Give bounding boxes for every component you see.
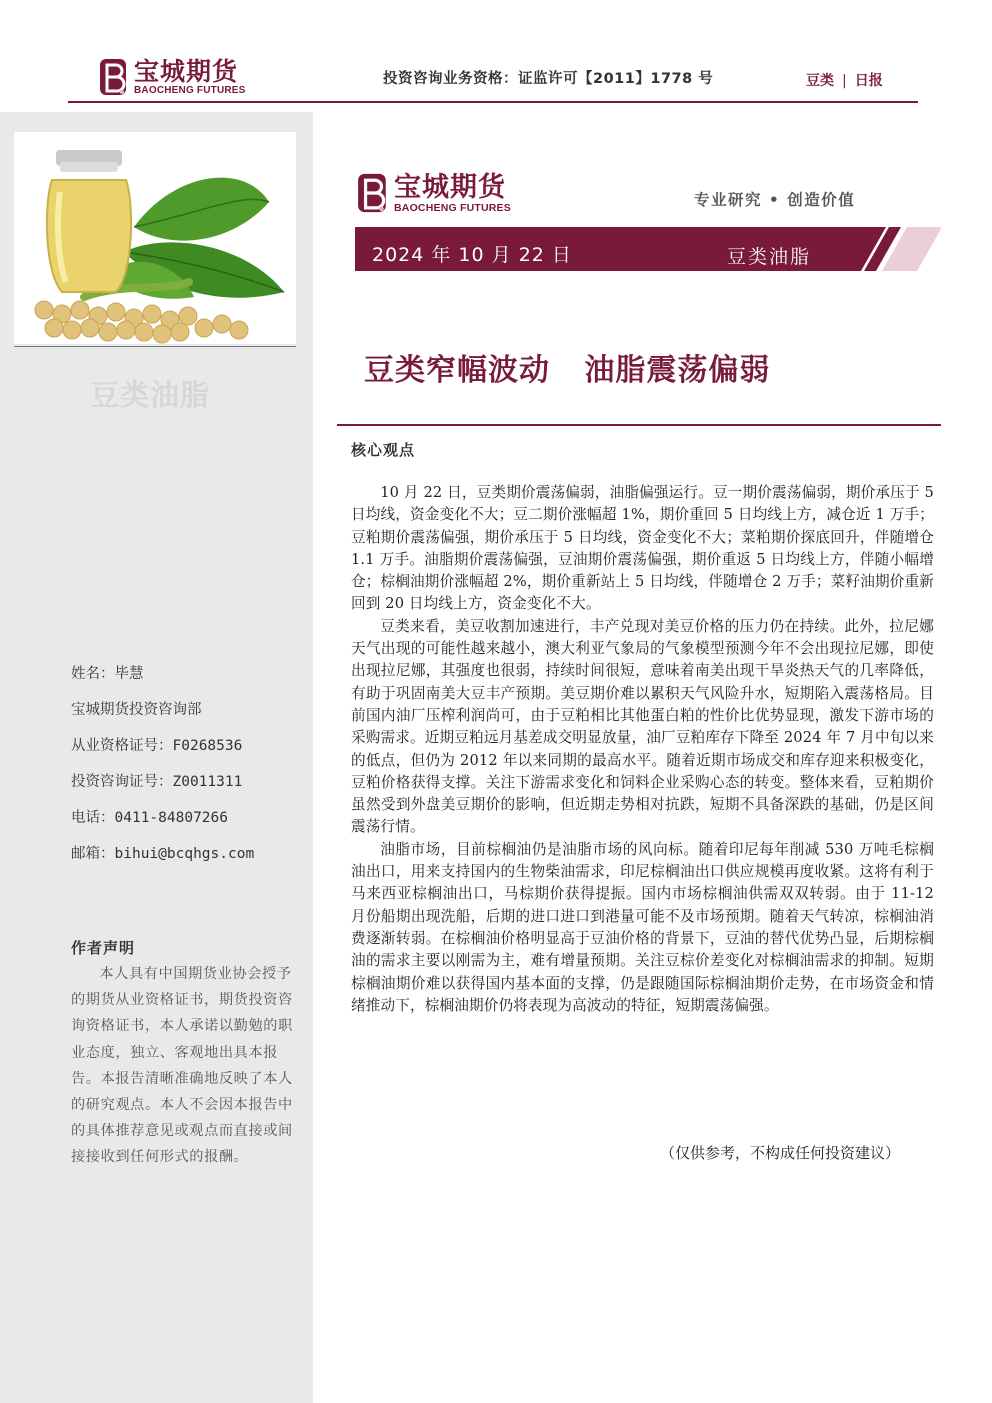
bcqh-logo-icon	[98, 56, 130, 98]
paragraph-oils: 油脂市场，目前棕榈油仍是油脂市场的风向标。随着印尼每年削减 530 万吨毛棕榈油出口，用来支持国内的生物柴油需求，印尼棕榈油出口供应规模再度收紧。这将有利于马来西亚棕榈油出口，马棕期价获得提振。国内市场棕榈油供需双双转弱。由于 11-12 月份船期出现洗船，后期的进口进口到港量可能不及市场预期。随着天气转凉，棕榈油消费逐渐转弱。在棕榈油价格明显高于豆油价格的背景下，豆油的替代优势凸显，后期棕榈油的需求主要以刚需为主，难有增量预期。关注豆棕价差变化对棕榈油需求的抑制。短期棕榈油期价难以获得国内基本面的支撑，仍是跟随国际棕榈油期价走势，在市场资金和情绪推动下，棕榈油期价仍将表现为高波动的特征，短期震荡偏强。	[351, 840, 934, 1014]
header-divider	[68, 101, 918, 103]
headline-divider	[337, 424, 941, 426]
section-title: 核心观点	[351, 441, 416, 459]
author-qualification: 从业资格证号：F0268536	[71, 738, 243, 754]
author-phone: 电话：0411-84807266	[71, 810, 228, 826]
header-tags	[806, 70, 883, 90]
declaration-title: 作者声明	[71, 939, 136, 957]
slogan: 专业研究 • 创造价值	[694, 191, 856, 209]
author-name: 姓名：毕慧	[71, 666, 144, 682]
sidebar-title: 豆类油脂	[90, 378, 211, 412]
author-consult-id: 投资咨询证号：Z0011311	[71, 774, 243, 790]
sidebar-photo-divider	[14, 346, 296, 347]
report-category: 豆类油脂	[727, 246, 812, 268]
report-body	[351, 482, 934, 1017]
declaration-body: 本人具有中国期货业协会授予的期货从业资格证书，期货投资咨询资格证书，本人承诺以勤勉的职业态度，独立、客观地出具本报告。本报告清晰准确地反映了本人的研究观点。本人不会因本报告中的具体推荐意见或观点而直接或间接接收到任何形式的报酬。	[71, 966, 293, 1166]
header-brand-logo	[98, 56, 246, 98]
report-brand-name: 宝城期货	[394, 171, 506, 203]
report-date: 2024 年 10 月 22 日	[372, 244, 572, 266]
tag-category: 豆类	[806, 73, 834, 89]
paragraph-summary: 10 月 22 日，豆类期价震荡偏弱，油脂偏强运行。豆一期价震荡偏弱，期价承压于 5 日均线，资金变化不大；豆二期价涨幅超 1%，期价重回 5 日均线上方，减仓近 1 万手；豆粕期价震荡偏强，期价承压于 5 日均线，资金变化不大；菜粕期价探底回升，伴随增仓 1.1 万手。油脂期价震荡偏强，豆油期价震荡偏强，期价重返 5 日均线上方，伴随小幅增仓；棕榈油期价涨幅超 2%，期价重新站上 5 日均线，伴随增仓 2 万手；菜籽油期价重新回到 20 日均线上方，资金变化不大。	[351, 484, 934, 613]
header-brand-name: 宝城期货	[134, 56, 239, 86]
paragraph-soybean: 豆类来看，美豆收割加速进行，丰产兑现对美豆价格的压力仍在持续。此外，拉尼娜天气出现的可能性越来越小，澳大利亚气象局的气象模型预测今年不会出现拉尼娜，即使出现拉尼娜，其强度也很弱，持续时间很短，意味着南美出现干旱炎热天气的几率降低，有助于巩固南美大豆丰产预期。美豆期价难以累积天气风险升水，短期陷入震荡格局。目前国内油厂压榨利润尚可，由于豆粕相比其他蛋白粕的性价比优势显现，激发下游市场的采购需求。近期豆粕远月基差成交明显放量，油厂豆粕库存下降至 2024 年 7 月中旬以来的低点，但仍为 2012 年以来同期的最高水平。随着近期市场成交和库存迎来积极变化，豆粕价格获得支撑。关注下游需求变化和饲料企业采购心态的转变。整体来看，豆粕期价虽然受到外盘美豆期价的影响，但近期走势相对抗跌，短期不具备深跌的基础，仍是区间震荡行情。	[351, 617, 934, 836]
author-dept: 宝城期货投资咨询部	[71, 702, 202, 718]
report-brand-logo	[356, 170, 511, 216]
author-info	[71, 664, 254, 880]
bcqh-logo-icon	[356, 170, 390, 216]
report-brand-en: BAOCHENG FUTURES	[394, 201, 511, 214]
report-headline: 豆类窄幅波动 油脂震荡偏弱	[364, 353, 771, 388]
tag-separator: |	[842, 73, 847, 89]
tag-type: 日报	[854, 73, 883, 89]
author-email[interactable]: 邮箱：bihui@bcqhgs.com	[71, 846, 255, 862]
disclaimer: （仅供参考，不构成任何投资建议）	[660, 1144, 901, 1162]
soybean-oil-photo	[14, 132, 296, 344]
license-statement: 投资咨询业务资格：证监许可【2011】1778 号	[383, 71, 714, 87]
header-brand-en: BAOCHENG FUTURES	[134, 84, 246, 96]
